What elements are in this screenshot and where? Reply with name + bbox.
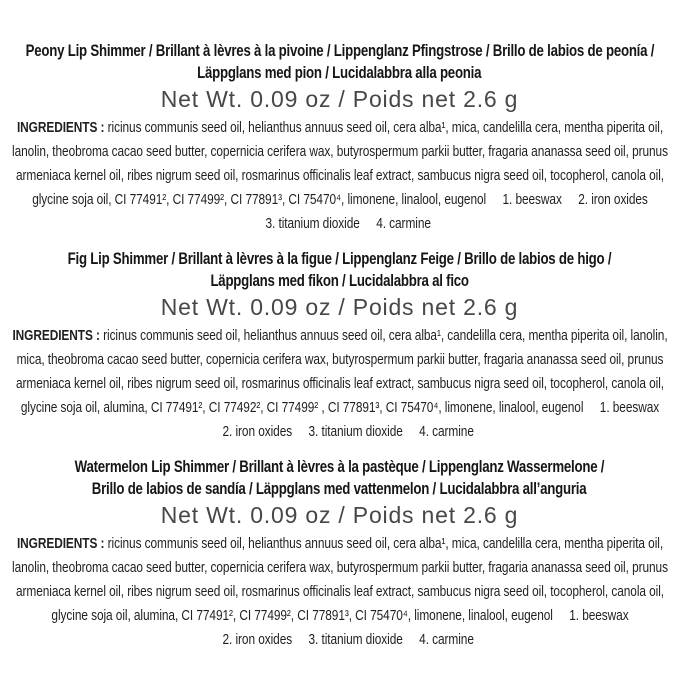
ingredients-text: ricinus communis seed oil, helianthus annuus seed oil, cera alba¹, mica, candelilla cera, mentha piperita oil, lanolin, theobroma cacao seed butter, copernicia cerifera wax, butyrospermum parkii butter, fragaria ananassa seed oil, prunus armeniaca kernel oil, ribes nigrum seed oil, rosmarinus officinalis leaf extract, sambucus nigra seed oil, tocopherol, canola oil, glycine soja oil, alumina, CI 77491², CI 77499², CI 77891³, CI 75470⁴, limonene, linalool, eugenol [11, 536, 668, 624]
footnote-iron-oxides: 2. iron oxides [222, 632, 292, 648]
footnote-titanium-dioxide: 3. titanium dioxide [307, 632, 403, 648]
footnote-beeswax: 1. beeswax [501, 192, 562, 208]
net-weight-text: Net Wt. 0.09 oz / Poids net 2.6 g [160, 294, 519, 320]
ingredients-paragraph [12, 532, 668, 652]
product-title-line-2: Brillo de labios de sandía / Läppglans med vattenmelon / Lucidalabbra all’anguria [92, 479, 587, 498]
ingredients-paragraph [12, 324, 668, 444]
ingredients-label: INGREDIENTS : [16, 536, 104, 552]
product-section-watermelon [0, 456, 679, 652]
product-title-line-2: Läppglans med fikon / Lucidalabbra al fico [210, 271, 469, 290]
footnote-iron-oxides: 2. iron oxides [577, 192, 648, 208]
product-title-row [0, 270, 679, 292]
ingredients-label: INGREDIENTS : [16, 120, 104, 136]
product-title-row [0, 40, 679, 62]
footnote-titanium-dioxide: 3. titanium dioxide [265, 216, 360, 232]
ingredients-text: ricinus communis seed oil, helianthus annuus seed oil, cera alba¹, candelilla cera, mentha piperita oil, lanolin, mica, theobroma cacao seed butter, copernicia cerifera wax, butyrospermum parkii butter, fragaria ananassa seed oil, prunus armeniaca kernel oil, ribes nigrum seed oil, rosmarinus officinalis leaf extract, sambucus nigra seed oil, tocopherol, canola oil, glycine soja oil, alumina, CI 77491², CI 77492², CI 77499² , CI 77891³, CI 75470⁴, limonene, linalool, eugenol [15, 328, 668, 416]
net-weight-text: Net Wt. 0.09 oz / Poids net 2.6 g [160, 86, 519, 112]
footnote-titanium-dioxide: 3. titanium dioxide [307, 424, 403, 440]
product-title-line-1: Fig Lip Shimmer / Brillant à lèvres à la figue / Lippenglanz Feige / Brillo de labios de higo / [67, 249, 612, 268]
footnote-iron-oxides: 2. iron oxides [222, 424, 292, 440]
footnote-carmine: 4. carmine [375, 216, 431, 232]
net-weight-text: Net Wt. 0.09 oz / Poids net 2.6 g [160, 502, 519, 528]
product-title-row [0, 248, 679, 270]
ingredients-text: ricinus communis seed oil, helianthus annuus seed oil, cera alba¹, mica, candelilla cera, mentha piperita oil, lanolin, theobroma cacao seed butter, copernicia cerifera wax, butyrospermum parkii butter, fragaria ananassa seed oil, prunus armeniaca kernel oil, ribes nigrum seed oil, rosmarinus officinalis leaf extract, sambucus nigra seed oil, tocopherol, canola oil, glycine soja oil, CI 77491², CI 77499², CI 77891³, CI 75470⁴, limonene, linalool, eugenol [11, 120, 668, 208]
footnote-carmine: 4. carmine [418, 424, 474, 440]
product-section-fig [0, 248, 679, 444]
product-title-line-1: Watermelon Lip Shimmer / Brillant à lèvres à la pastèque / Lippenglanz Wassermelone / [74, 457, 605, 476]
product-title-line-2: Läppglans med pion / Lucidalabbra alla peonia [197, 63, 482, 82]
product-title-row [0, 478, 679, 500]
footnote-beeswax: 1. beeswax [568, 608, 629, 624]
product-title-line-1: Peony Lip Shimmer / Brillant à lèvres à la pivoine / Lippenglanz Pfingstrose / Brillo de labios de peonía / [25, 41, 654, 60]
ingredients-paragraph [12, 116, 668, 236]
product-section-peony [0, 40, 679, 236]
product-title-row [0, 62, 679, 84]
product-title-row [0, 456, 679, 478]
footnote-beeswax: 1. beeswax [599, 400, 659, 416]
ingredients-label: INGREDIENTS : [11, 328, 100, 344]
footnote-carmine: 4. carmine [418, 632, 474, 648]
